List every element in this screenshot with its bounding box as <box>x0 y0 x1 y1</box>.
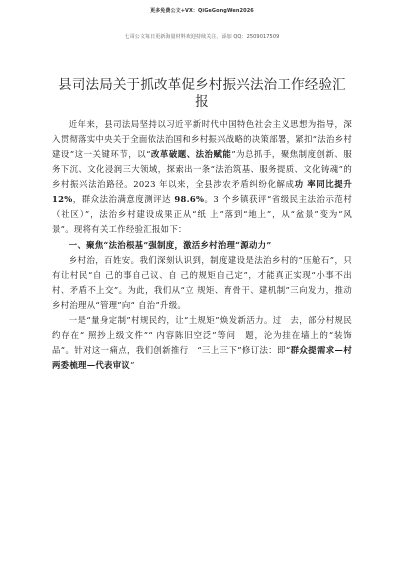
watermark-top-line: 更多免费公文+VX：QiGeGongWen2026 <box>150 8 254 14</box>
intro-text-e: ，群众法治满意度测评达 <box>72 194 175 204</box>
intro-text-g: 。3 个乡镇获评“省级民主法治示范村（社区）”，法治乡村建设成果正从“纸 上”落到“地上”，从“盆景”变为“风景”。现将有关工作经验汇报如下： <box>52 194 352 234</box>
section-1-point-1-paragraph <box>52 313 352 373</box>
watermark-sub-line: 七哥公文每日更新海量材料欢迎持续关注，添加 QQ：2509017509 <box>124 34 280 40</box>
point-1-text-c: ” <box>130 360 135 370</box>
intro-emphasis-satisfaction: 98.6% <box>174 194 205 204</box>
point-1-text-a: 一是“量身定制”村规民约，让“土规矩”焕发新活力。过 去，部分村规民约存在“ 照抄上级文件”“ 内容陈旧空泛”等问 题，沦为挂在墙上的“装饰品”。针对这一痛点，我们创新推行 “三上三下”修订法：即“ <box>52 315 352 355</box>
intro-text-a: 近年来，县司法局坚持以习近平新时代中国特色社会主义思想为指导，深入贯彻落实中央关于全面依法治国和乡村振兴战略的决策部署，紧扣“法治乡村建设”这一关键环节，以“ <box>52 119 352 159</box>
intro-emphasis-reform: 改革破题、法治赋能 <box>150 149 232 159</box>
intro-text-c: ”为总抓手，聚焦制度创新、服务下沉、文化浸润三大领域，探索出一条“法治筑基、服务提质、文化铸魂”的乡村振兴法治路径。2023 年以来，全县涉农矛盾纠纷化解成 <box>52 149 353 189</box>
section-heading-1: 一、聚焦“法治根基”强制度，激活乡村治理“源动力” <box>68 240 272 250</box>
point-1-emphasis-process: 群众提需求—村两委梳理—代表审议 <box>52 345 352 370</box>
section-1-paragraph: 乡村治，百姓安。我们深刻认识到，制度建设是法治乡村的“压舱石”，只有让村民“自 己的事自己议、自 己的规矩自己定”，才能真正实现“小事不出村、矛盾不上交”。为此，我们从“立 规矩、育骨干、建机制”三向发力，推动乡村治理从“管理”向“ 自治”升级。 <box>52 255 352 310</box>
document-title: 县司法局关于抓改革促乡村振兴法治工作经验汇报 <box>58 77 346 110</box>
intro-paragraph <box>52 117 352 237</box>
intro-emphasis-success-rate: 功 率同比提升 12% <box>52 179 352 204</box>
